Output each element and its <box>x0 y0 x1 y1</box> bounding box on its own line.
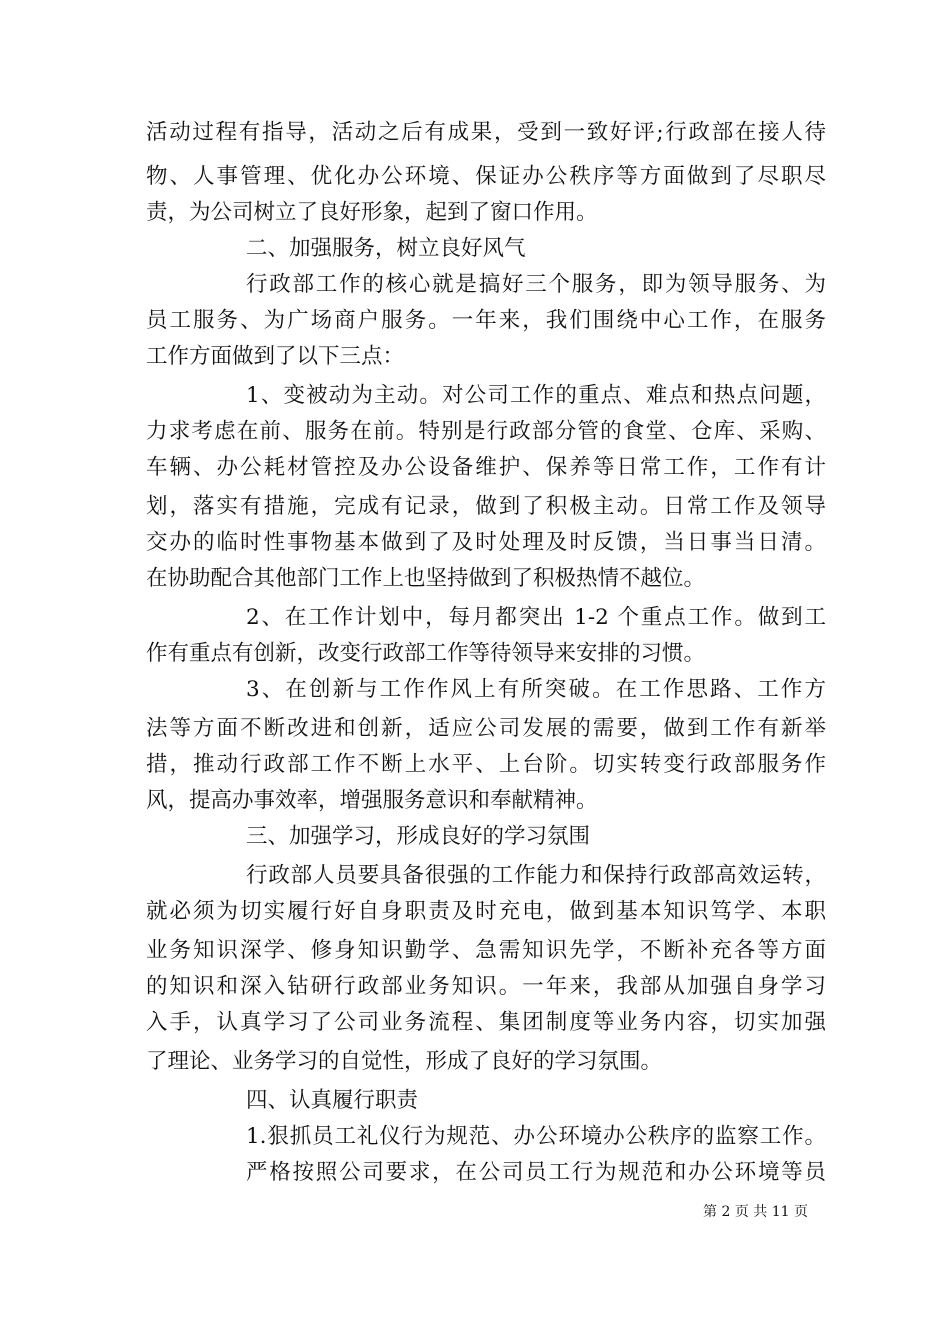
text-line: 风，提高办事效率，增强服务意识和奉献精神。 <box>146 788 598 813</box>
list-item: 3、在创新与工作作风上有所突破。在工作思路、工作方 <box>246 677 826 702</box>
text-line: 员工服务、为广场商户服务。一年来，我们围绕中心工作，在服务 <box>146 308 826 333</box>
text-line: 划，落实有措施，完成有记录，做到了积极主动。日常工作及领导 <box>146 494 826 519</box>
text-line: 车辆、办公耗材管控及办公设备维护、保养等日常工作，工作有计 <box>146 455 826 480</box>
text-line: 就必须为切实履行好自身职责及时充电，做到基本知识笃学、本职 <box>146 899 826 924</box>
section-heading: 四、认真履行职责 <box>246 1088 419 1113</box>
text-line: 业务知识深学、修身知识勤学、急需知识先学，不断补充各等方面 <box>146 938 826 963</box>
text-line: 了理论、业务学习的自觉性，形成了良好的学习氛围。 <box>146 1049 663 1074</box>
text-line: 工作方面做到了以下三点： <box>146 344 405 369</box>
text-line: 的知识和深入钻研行政部业务知识。一年来，我部从加强自身学习 <box>146 974 826 999</box>
text-line: 交办的临时性事物基本做到了及时处理及时反馈，当日事当日清。 <box>146 530 826 555</box>
text-line: 行政部工作的核心就是搞好三个服务，即为领导服务、为 <box>246 272 826 297</box>
text-line: 入手，认真学习了公司业务流程、集团制度等业务内容，切实加强 <box>146 1010 826 1035</box>
section-heading: 二、加强服务，树立良好风气 <box>246 236 526 261</box>
text-line: 在协助配合其他部门工作上也坚持做到了积极热情不越位。 <box>146 566 706 591</box>
page-number: 第 2 页 共 11 页 <box>703 1204 808 1220</box>
text-line: 责，为公司树立了良好形象，起到了窗口作用。 <box>146 200 598 225</box>
text-line: 法等方面不断改进和创新，适应公司发展的需要，做到工作有新举 <box>146 716 826 741</box>
list-item: 2、在工作计划中，每月都突出 1-2 个重点工作。做到工 <box>246 605 826 630</box>
list-item: 1、变被动为主动。对公司工作的重点、难点和热点问题， <box>246 383 826 408</box>
list-item: 1.狠抓员工礼仪行为规范、办公环境办公秩序的监察工作。 <box>246 1124 826 1149</box>
text-line: 力求考虑在前、服务在前。特别是行政部分管的食堂、仓库、采购、 <box>146 419 826 444</box>
section-heading: 三、加强学习，形成良好的学习氛围 <box>246 824 591 849</box>
text-line: 严格按照公司要求，在公司员工行为规范和办公环境等员 <box>246 1160 826 1185</box>
text-line: 物、人事管理、优化办公环境、保证办公秩序等方面做到了尽职尽 <box>146 164 826 189</box>
text-line: 措，推动行政部工作不断上水平、上台阶。切实转变行政部服务作 <box>146 752 826 777</box>
text-line: 活动过程有指导，活动之后有成果，受到一致好评;行政部在接人待 <box>146 120 826 145</box>
text-line: 行政部人员要具备很强的工作能力和保持行政部高效运转， <box>246 863 826 888</box>
text-line: 作有重点有创新，改变行政部工作等待领导来安排的习惯。 <box>146 641 706 666</box>
